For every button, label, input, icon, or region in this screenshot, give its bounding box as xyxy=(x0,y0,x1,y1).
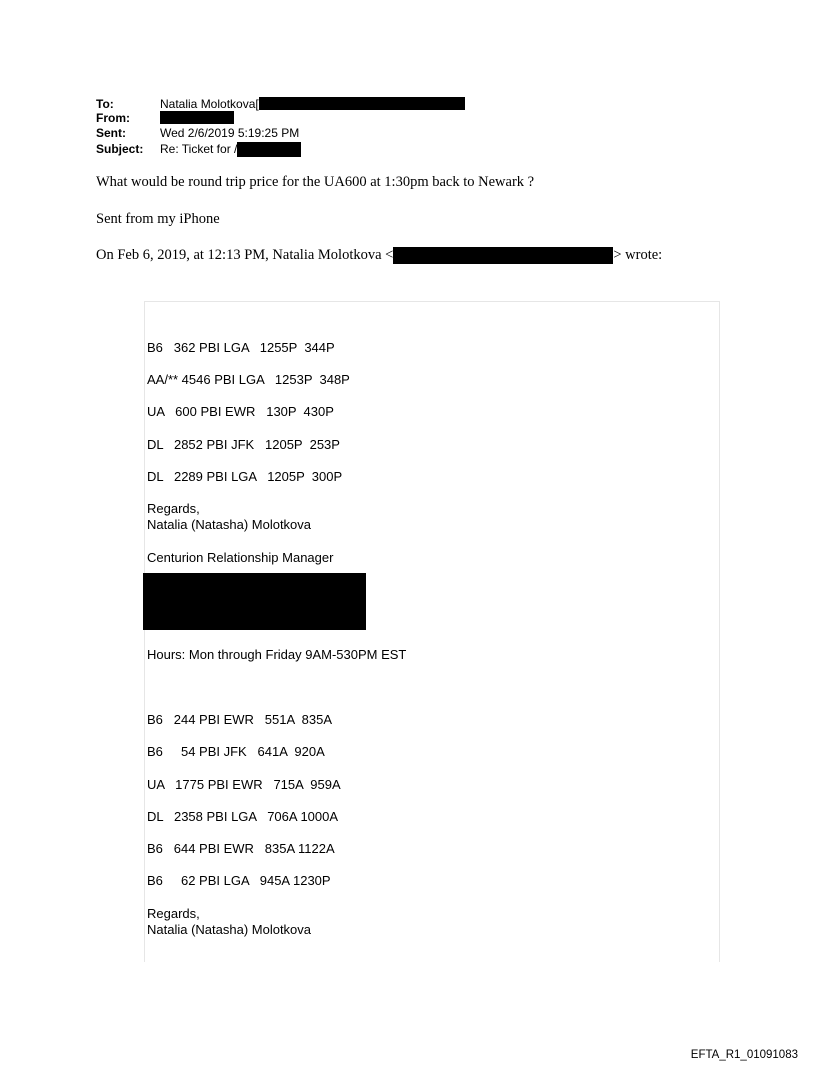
regards-1: Regards, xyxy=(147,501,200,516)
flight-row: UA 1775 PBI EWR 715A 959A xyxy=(147,777,341,792)
flight-row: B6 62 PBI LGA 945A 1230P xyxy=(147,873,331,888)
redaction-bar xyxy=(160,111,234,124)
flight-row: DL 2358 PBI LGA 706A 1000A xyxy=(147,809,339,824)
quote-intro xyxy=(96,247,662,264)
flight-row: DL 2852 PBI JFK 1205P 253P xyxy=(147,437,340,452)
sent-value: Wed 2/6/2019 5:19:25 PM xyxy=(160,126,300,140)
flight-row: UA 600 PBI EWR 130P 430P xyxy=(147,404,334,419)
subject-value: Re: Ticket for / xyxy=(160,142,301,157)
flight-row: DL 2289 PBI LGA 1205P 300P xyxy=(147,469,343,484)
redaction-bar xyxy=(259,97,465,110)
to-label: To: xyxy=(96,97,114,111)
flight-row: AA/** 4546 PBI LGA 1253P 348P xyxy=(147,372,350,387)
to-value xyxy=(160,97,465,111)
quote-intro-prefix: On Feb 6, 2019, at 12:13 PM, Natalia Molotkova < xyxy=(96,247,394,263)
sender-name-2: Natalia (Natasha) Molotkova xyxy=(147,922,312,937)
message-question: What would be round trip price for the UA600 at 1:30pm back to Newark ? xyxy=(96,174,535,190)
flight-row: B6 362 PBI LGA 1255P 344P xyxy=(147,340,335,355)
sender-title: Centurion Relationship Manager xyxy=(147,550,334,565)
redaction-bar xyxy=(237,142,301,157)
quoted-message-box xyxy=(144,301,720,962)
flight-row: B6 244 PBI EWR 551A 835A xyxy=(147,712,332,727)
from-value xyxy=(160,111,234,125)
document-id: EFTA_R1_01091083 xyxy=(690,1049,798,1061)
flight-row: B6 54 PBI JFK 641A 920A xyxy=(147,744,325,759)
quote-intro-suffix: > wrote: xyxy=(613,247,663,263)
message-signature: Sent from my iPhone xyxy=(96,211,220,227)
sent-label: Sent: xyxy=(96,126,126,140)
flight-row: B6 644 PBI EWR 835A 1122A xyxy=(147,841,335,856)
regards-2: Regards, xyxy=(147,906,200,921)
to-name: Natalia Molotkova[ xyxy=(160,97,259,111)
hours-line: Hours: Mon through Friday 9AM-530PM EST xyxy=(147,647,407,662)
sender-name-1: Natalia (Natasha) Molotkova xyxy=(147,517,312,532)
redacted-contact-block xyxy=(143,573,366,630)
subject-label: Subject: xyxy=(96,142,144,156)
from-label: From: xyxy=(96,111,130,125)
redaction-bar xyxy=(393,247,613,264)
